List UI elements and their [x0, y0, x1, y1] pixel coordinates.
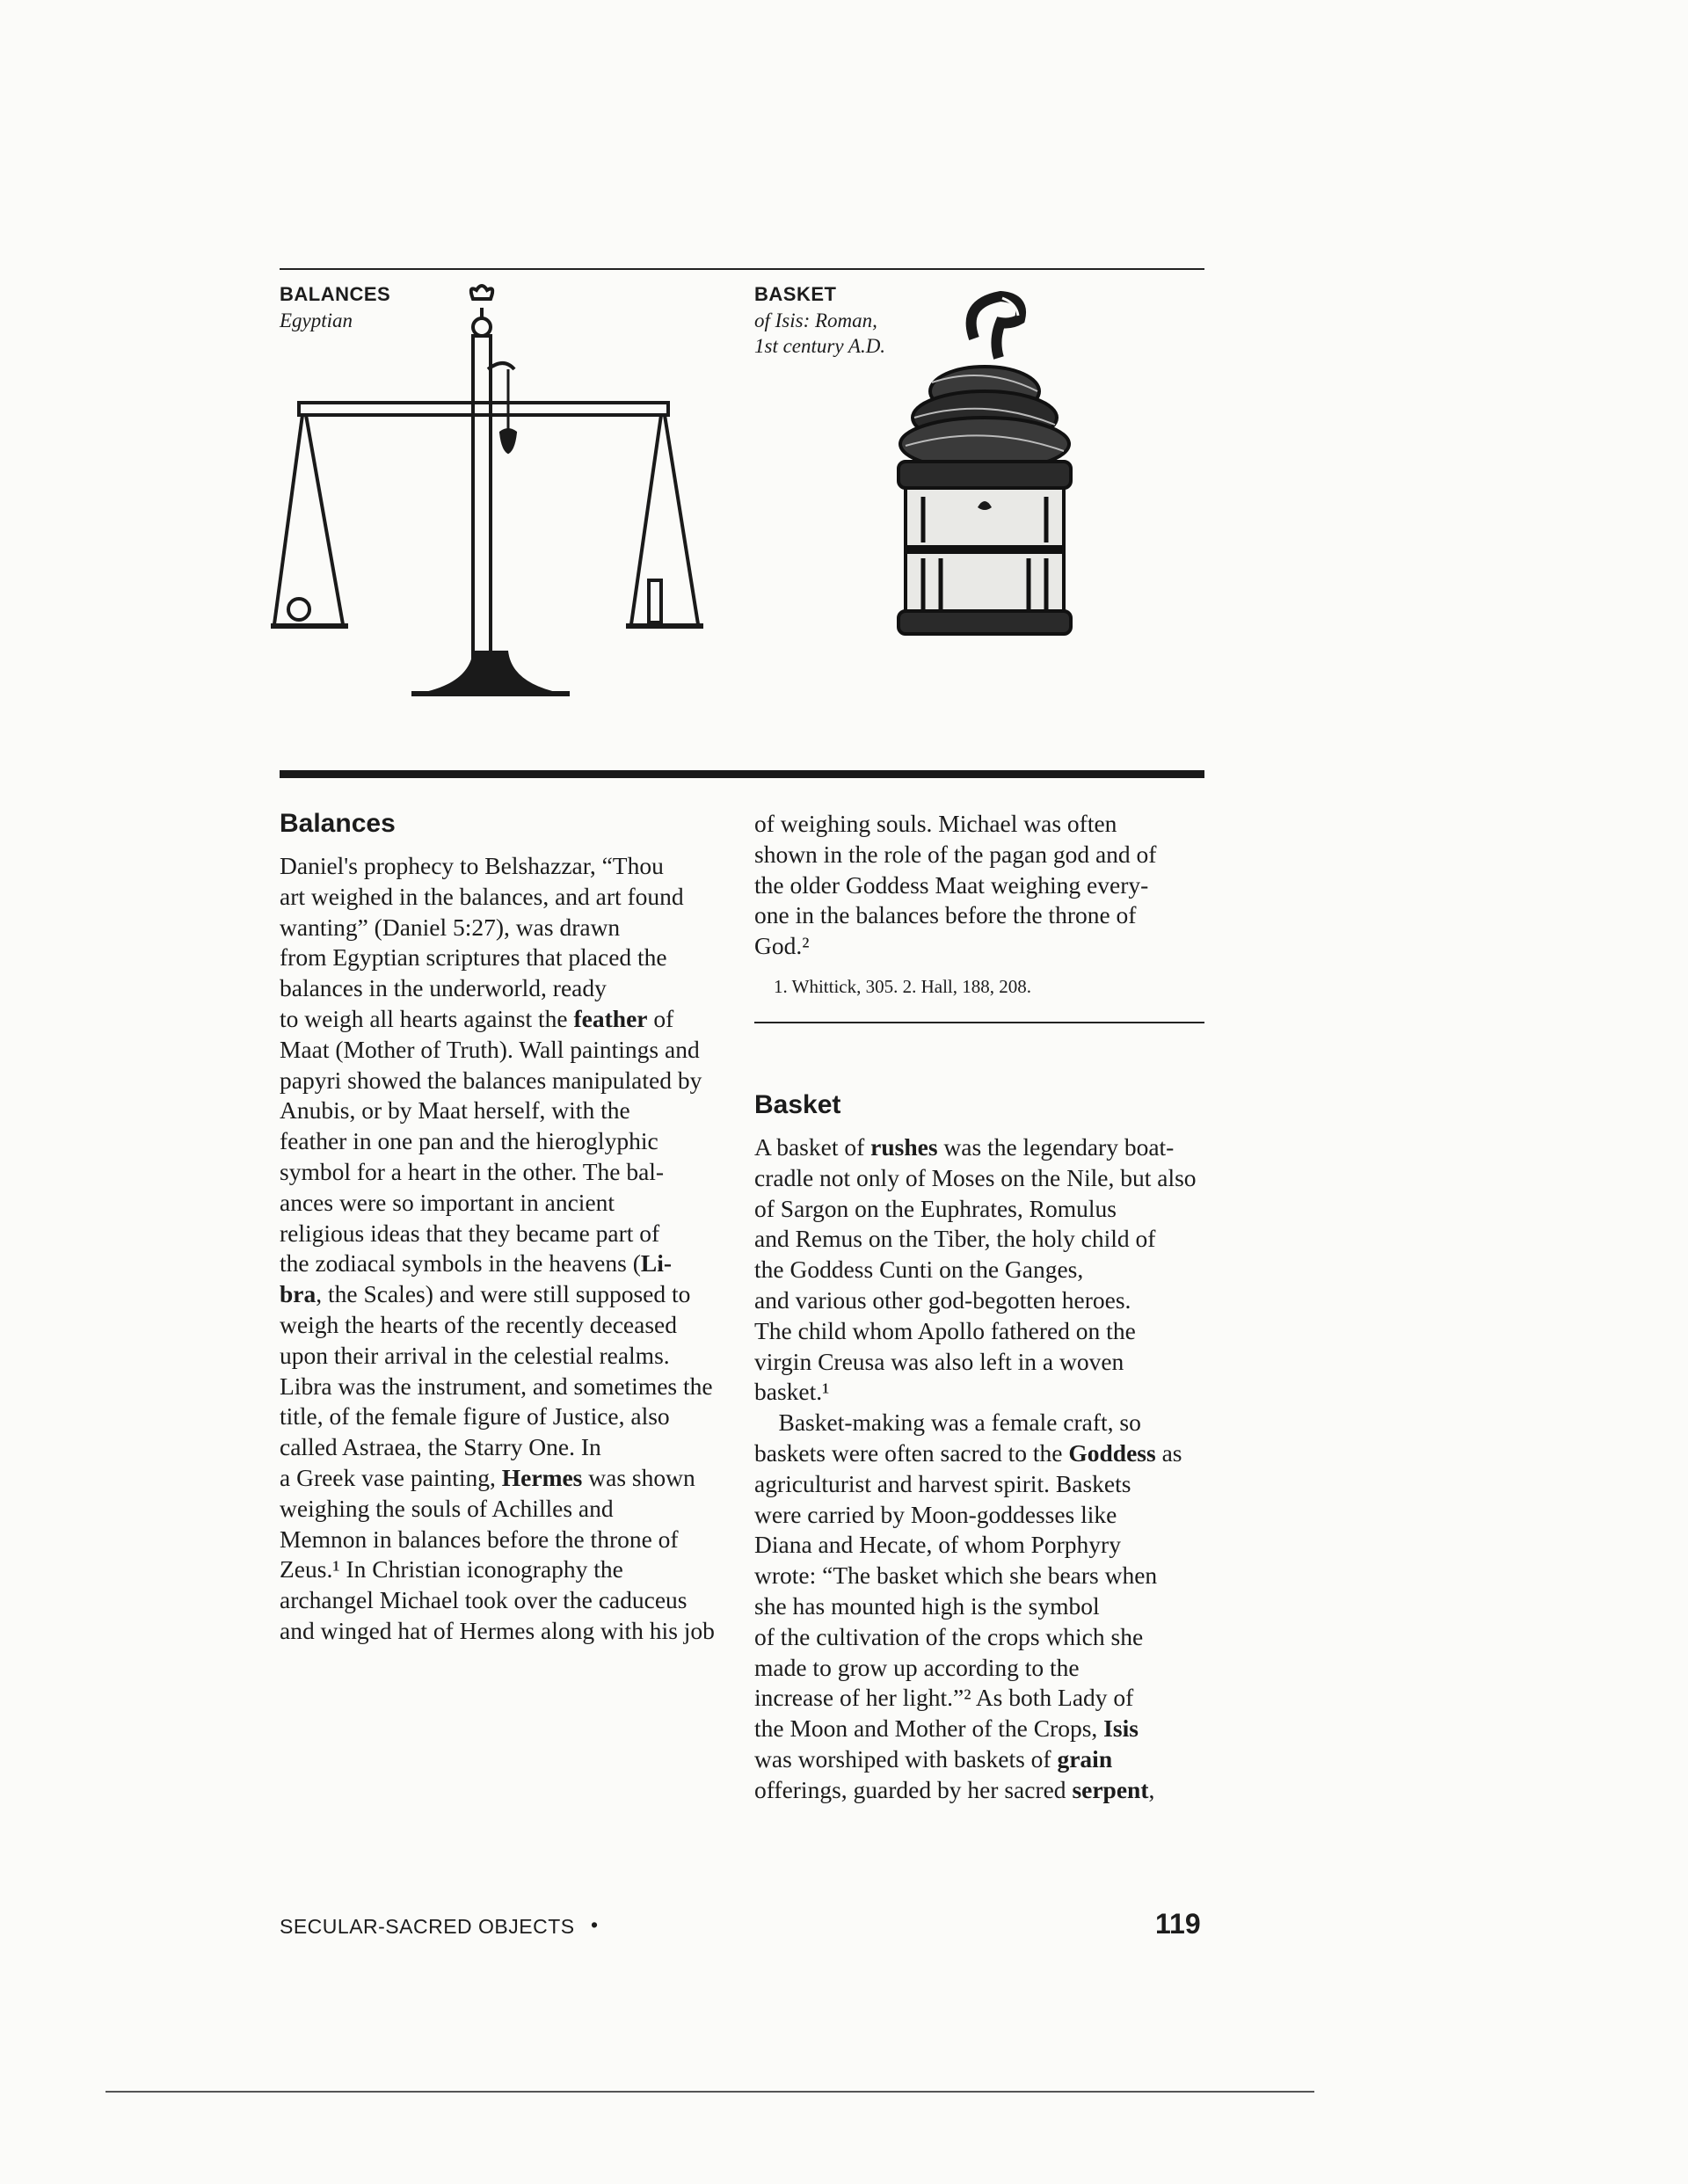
balances-heading: Balances: [280, 809, 396, 838]
text-line: God.²: [754, 932, 810, 960]
basket-figure-title: BASKET: [754, 283, 837, 305]
text-line: of Sargon on the Euphrates, Romulus: [754, 1194, 1117, 1222]
text-line: of weighing souls. Michael was often: [754, 810, 1117, 837]
text-line: the zodiacal symbols in the heavens (Li-: [280, 1249, 672, 1278]
text-line: a Greek vase painting, Hermes was shown: [280, 1463, 695, 1491]
text-line: Daniel's prophecy to Belshazzar, “Thou: [280, 852, 664, 879]
cross-reference: feather: [573, 1004, 648, 1032]
text-line: symbol for a heart in the other. The bal-: [280, 1157, 665, 1185]
text-line: bra, the Scales) and were still supposed to: [280, 1280, 691, 1308]
basket-illustration: [879, 286, 1090, 655]
text-line: Anubis, or by Maat herself, with the: [280, 1096, 630, 1125]
text-line: feather in one pan and the hieroglyphic: [280, 1127, 658, 1155]
text-line: shown in the role of the pagan god and of: [754, 840, 1157, 868]
text-line: made to grow up according to the: [754, 1653, 1080, 1681]
figure-divider: [280, 770, 1204, 778]
text-line: of the cultivation of the crops which she: [754, 1622, 1144, 1650]
balances-footnotes: 1. Whittick, 305. 2. Hall, 188, 208.: [774, 976, 1032, 997]
text-line: called Astraea, the Starry One. In: [280, 1433, 601, 1461]
text-line: Zeus.¹ In Christian iconography the: [280, 1555, 623, 1583]
cross-reference: Isis: [1103, 1714, 1139, 1743]
text-line: was worshiped with baskets of grain: [754, 1744, 1113, 1773]
text-line: and Remus on the Tiber, the holy child of: [754, 1225, 1156, 1253]
basket-heading: Basket: [754, 1090, 841, 1119]
text-line: ances were so important in ancient: [280, 1188, 615, 1216]
text-line: were carried by Moon-goddesses like: [754, 1500, 1117, 1528]
text-line: from Egyptian scriptures that placed the: [280, 943, 667, 972]
cross-reference: rushes: [870, 1133, 938, 1161]
text-line: Maat (Mother of Truth). Wall paintings and: [280, 1035, 700, 1063]
text-line: art weighed in the balances, and art found: [280, 882, 684, 910]
text-line: Memnon in balances before the throne of: [280, 1525, 679, 1553]
page-number: 119: [1155, 1908, 1201, 1940]
text-line: the Goddess Cunti on the Ganges,: [754, 1256, 1084, 1284]
text-line: wrote: “The basket which she bears when: [754, 1562, 1158, 1590]
running-footer-section: SECULAR-SACRED OBJECTS: [280, 1915, 575, 1938]
text-line: she has mounted high is the symbol: [754, 1591, 1100, 1620]
balances-illustration: [264, 281, 756, 721]
text-line: weigh the hearts of the recently deceased: [280, 1310, 678, 1338]
text-line: papyri showed the balances manipulated by: [280, 1066, 702, 1094]
basket-figure-subtitle-1: of Isis: Roman,: [754, 309, 877, 331]
text-line: Diana and Hecate, of whom Porphyry: [754, 1531, 1121, 1559]
balances-body-right: [754, 809, 1156, 962]
text-line: basket.¹: [754, 1378, 830, 1406]
text-line: to weigh all hearts against the feather of: [280, 1004, 674, 1032]
basket-figure-subtitle-2: 1st century A.D.: [754, 335, 886, 357]
balances-body-left: [280, 851, 715, 1647]
text-line: the Moon and Mother of the Crops, Isis: [754, 1714, 1139, 1743]
cross-reference: serpent: [1072, 1775, 1149, 1803]
text-line: religious ideas that they became part of: [280, 1219, 660, 1247]
text-line: virgin Creusa was also left in a woven: [754, 1347, 1124, 1375]
footer-separator: •: [591, 1913, 599, 1936]
text-line: A basket of rushes was the legendary boat-: [754, 1133, 1175, 1161]
text-line: cradle not only of Moses on the Nile, but also: [754, 1163, 1197, 1191]
text-line: title, of the female figure of Justice, also: [280, 1402, 670, 1431]
text-line: Basket-making was a female craft, so: [754, 1409, 1141, 1437]
text-line: archangel Michael took over the caduceus: [280, 1586, 688, 1614]
text-line: and various other god-begotten heroes.: [754, 1285, 1131, 1314]
text-line: The child whom Apollo fathered on the: [754, 1316, 1136, 1344]
text-line: increase of her light.”² As both Lady of: [754, 1684, 1134, 1712]
balances-figure-title: BALANCES: [280, 283, 391, 305]
basket-body: [754, 1132, 1197, 1806]
text-line: agriculturist and harvest spirit. Baskets: [754, 1469, 1131, 1497]
text-line: wanting” (Daniel 5:27), was drawn: [280, 913, 621, 941]
text-line: offerings, guarded by her sacred serpent,: [754, 1775, 1155, 1803]
text-line: one in the balances before the throne of: [754, 901, 1137, 929]
balances-figure-subtitle: Egyptian: [280, 309, 353, 331]
cross-reference: bra: [280, 1280, 316, 1308]
scan-edge-line: [106, 2091, 1314, 2093]
cross-reference: Hermes: [501, 1463, 583, 1491]
cross-reference: Li-: [640, 1249, 672, 1278]
text-line: upon their arrival in the celestial realms.: [280, 1341, 670, 1369]
footnote-rule: [754, 1022, 1204, 1023]
text-line: the older Goddess Maat weighing every-: [754, 870, 1149, 899]
text-line: balances in the underworld, ready: [280, 974, 607, 1002]
text-line: baskets were often sacred to the Goddess as: [754, 1438, 1182, 1467]
cross-reference: grain: [1057, 1744, 1113, 1773]
text-line: and winged hat of Hermes along with his job: [280, 1616, 715, 1644]
top-rule: [280, 268, 1204, 270]
text-line: Libra was the instrument, and sometimes the: [280, 1372, 713, 1400]
cross-reference: Goddess: [1068, 1438, 1156, 1467]
text-line: weighing the souls of Achilles and: [280, 1494, 614, 1522]
